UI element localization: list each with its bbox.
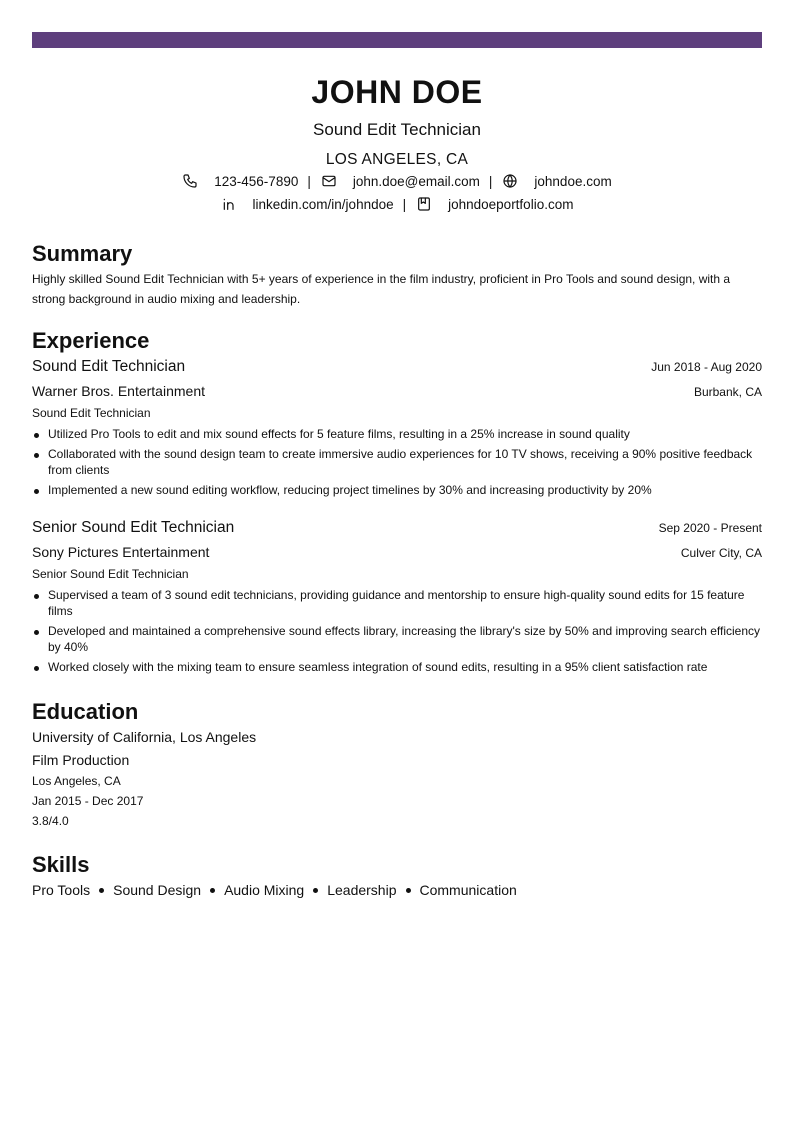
skills-list [32, 882, 517, 898]
job-1-company: Warner Bros. Entertainment [32, 383, 205, 399]
list-item: Utilized Pro Tools to edit and mix sound effects for 5 feature films, resulting in a 25% increase in sound quality [32, 426, 762, 442]
job-1-title: Sound Edit Technician [32, 358, 186, 375]
experience-heading: Experience [32, 328, 150, 353]
job-1-location: Burbank, CA [693, 385, 762, 399]
list-item: Developed and maintained a comprehensive sound effects library, increasing the library's size by 50% and improving search efficiency by 40% [32, 623, 762, 655]
globe-icon [502, 173, 518, 189]
list-item: Implemented a new sound editing workflow, reducing project timelines by 30% and increasing productivity by 20% [32, 482, 762, 498]
portfolio-contact[interactable] [416, 196, 573, 212]
job-1-bullets [32, 426, 762, 502]
mail-icon [321, 173, 337, 189]
job-1-header [32, 358, 762, 376]
separator: | [307, 173, 311, 189]
linkedin-icon [221, 196, 237, 212]
job-2-dates: Sep 2020 - Present [658, 521, 762, 535]
education-dates: Jan 2015 - Dec 2017 [32, 794, 144, 808]
bullet-dot [313, 888, 318, 893]
email-contact[interactable] [321, 173, 480, 189]
phone-contact[interactable] [182, 173, 298, 189]
education-gpa: 3.8/4.0 [32, 814, 69, 828]
job-2-location: Culver City, CA [680, 546, 762, 560]
summary-heading: Summary [32, 241, 133, 266]
job-1-role: Sound Edit Technician [32, 406, 151, 420]
portfolio-text: johndoeportfolio.com [448, 196, 574, 212]
phone-text: 123-456-7890 [214, 173, 299, 189]
job-2-company: Sony Pictures Entertainment [32, 544, 210, 560]
portfolio-icon [416, 196, 432, 212]
job-2-header [32, 519, 762, 537]
candidate-name: JOHN DOE [311, 74, 483, 110]
phone-icon [182, 173, 198, 189]
contact-line-2 [0, 196, 794, 212]
summary-text: Highly skilled Sound Edit Technician with 5+ years of experience in the film industry, proficient in Pro Tools and sound design, with a strong background in audio mixing and leadership. [32, 272, 731, 306]
location: LOS ANGELES, CA [325, 151, 469, 168]
separator: | [488, 173, 493, 189]
job-1-dates: Jun 2018 - Aug 2020 [651, 360, 762, 374]
skill-item: Pro Tools [32, 882, 91, 898]
list-item: Collaborated with the sound design team to create immersive audio experiences for 10 TV shows, receiving a 90% positive feedback from clients [32, 446, 762, 478]
education-field: Film Production [32, 752, 130, 768]
skill-item: Leadership [327, 882, 397, 898]
skill-item: Communication [419, 882, 517, 898]
job-2-company-row [32, 544, 762, 560]
linkedin-text: linkedin.com/in/johndoe [252, 196, 394, 212]
bullet-dot [210, 888, 215, 893]
education-heading: Education [32, 699, 139, 724]
list-item: Supervised a team of 3 sound edit technicians, providing guidance and mentorship to ensure high-quality sound edits for 15 feature films [32, 587, 762, 619]
skill-item: Audio Mixing [224, 882, 305, 898]
job-2-role: Senior Sound Edit Technician [32, 567, 189, 581]
bullet-dot [406, 888, 411, 893]
website-text: johndoe.com [534, 173, 612, 189]
contact-line-1 [0, 173, 794, 189]
job-1-company-row [32, 383, 762, 399]
bullet-dot [99, 888, 104, 893]
job-2-bullets [32, 587, 762, 679]
job-2-title: Senior Sound Edit Technician [32, 519, 235, 536]
email-text: john.doe@email.com [352, 173, 480, 189]
list-item: Worked closely with the mixing team to ensure seamless integration of sound edits, resulting in a 95% client satisfaction rate [32, 659, 762, 675]
skill-item: Sound Design [113, 882, 202, 898]
accent-bar [32, 32, 762, 48]
job-title: Sound Edit Technician [313, 120, 481, 139]
separator: | [402, 196, 407, 212]
linkedin-contact[interactable] [221, 196, 394, 212]
education-school: University of California, Los Angeles [32, 729, 257, 745]
education-location: Los Angeles, CA [32, 774, 121, 788]
skills-heading: Skills [32, 852, 90, 877]
website-contact[interactable] [502, 173, 611, 189]
